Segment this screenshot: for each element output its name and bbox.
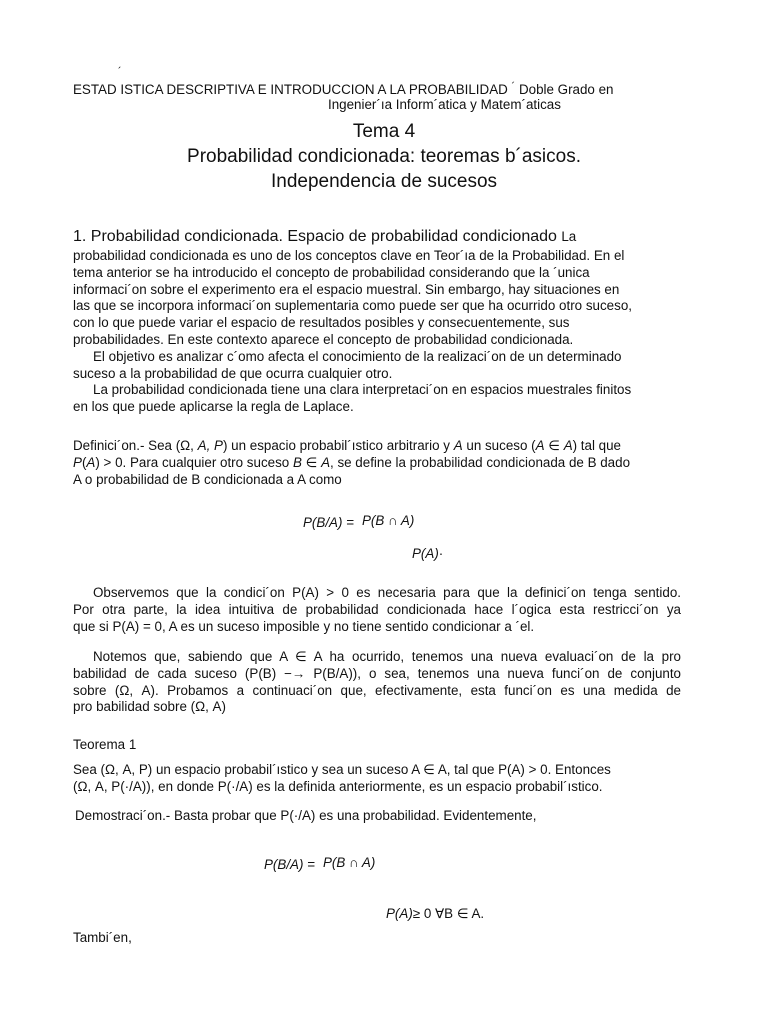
paragraph-line: El objetivo es analizar c´omo afecta el conocimiento de la realizaci´on de un determinado bbox=[93, 348, 622, 364]
definition-paragraph bbox=[73, 438, 681, 488]
definition-math: A bbox=[563, 438, 573, 453]
definition-math: A bbox=[86, 454, 96, 470]
paragraph-line: Notemos que, sabiendo que A ∈ A ha ocurrido, tenemos una nueva evaluaci´on de la pro bbox=[93, 649, 681, 664]
paragraph-line: probabilidad condicionada es uno de los conceptos clave en Teor´ıa de la Probabilidad. En el bbox=[73, 248, 625, 263]
section-paragraph-1 bbox=[73, 248, 681, 416]
definition-math: A, P bbox=[197, 438, 223, 453]
observation-paragraph bbox=[73, 585, 681, 635]
definition-line-1 bbox=[73, 438, 681, 455]
tema-subtitle-1: Probabilidad condicionada: teoremas b´asicos. bbox=[187, 146, 581, 167]
paragraph-line: las que se incorpora informaci´on suplementaria como puede ser que ha ocurrido otro suceso, bbox=[73, 298, 632, 314]
formula-1-denominator-text: P(A) bbox=[412, 546, 439, 561]
definition-line-3: A o probabilidad de B condicionada a A como bbox=[73, 471, 342, 487]
formula-2-numerator bbox=[323, 855, 375, 872]
formula-1-dot: · bbox=[438, 546, 444, 561]
header-accent: ´ bbox=[118, 66, 122, 78]
theorem-statement bbox=[73, 762, 681, 796]
header-course-accent: ´ bbox=[511, 81, 516, 93]
header-course-title: ESTAD ISTICA DESCRIPTIVA E INTRODUCCION A LA PROBABILIDAD bbox=[73, 82, 508, 97]
section-heading bbox=[73, 227, 576, 247]
paragraph-line: sobre (Ω, A). Probamos a continuaci´on que, efectivamente, esta funci´on es una medida de bbox=[73, 682, 681, 698]
paragraph-line: La probabilidad condicionada tiene una clara interpretaci´on en espacios muestrales finitos bbox=[93, 382, 632, 398]
definition-text: ) > 0. Para cualquier otro suceso bbox=[95, 454, 290, 470]
paragraph-line: suceso a la probabilidad de que ocurra cualquier otro. bbox=[73, 365, 393, 381]
formula-1-lhs-text: P(B/A) = bbox=[303, 515, 354, 530]
paragraph-line: Observemos que la condici´on P(A) > 0 es necesaria para que la definici´on tenga sentido. bbox=[93, 585, 681, 600]
section-heading-tail: La bbox=[561, 229, 577, 244]
definition-math: P bbox=[73, 454, 82, 470]
paragraph-line: que si P(A) = 0, A es un suceso imposible y no tiene sentido condicionar a ´el. bbox=[73, 618, 535, 634]
header-degree: Doble Grado en bbox=[518, 82, 614, 97]
formula-2-lhs-text: P(B/A) = bbox=[264, 857, 315, 872]
tema-subtitle-2: Independencia de sucesos bbox=[270, 171, 498, 192]
section-heading-text: 1. Probabilidad condicionada. Espacio de probabilidad condicionado bbox=[73, 228, 557, 245]
paragraph-line: informaci´on sobre el experimento era el espacio muestral. Sin embargo, hay situaciones en bbox=[73, 281, 620, 297]
formula-2-tail: ≥ 0 ∀B ∈ A. bbox=[412, 906, 485, 921]
formula-2-denominator bbox=[386, 906, 484, 923]
formula-2-lhs bbox=[264, 857, 315, 874]
definition-text: ( bbox=[81, 454, 87, 470]
definition-text: un suceso ( bbox=[466, 438, 536, 453]
theorem-label: Teorema 1 bbox=[73, 737, 137, 752]
proof-text: Demostraci´on.- Basta probar que P(·/A) es una probabilidad. Evidentemente, bbox=[75, 808, 537, 823]
formula-1-lhs bbox=[303, 515, 354, 532]
header-degree-line: Ingenier´ıa Inform´atica y Matem´aticas bbox=[328, 97, 561, 112]
notemos-paragraph bbox=[73, 649, 681, 716]
paragraph-line: pro babilidad sobre (Ω, A) bbox=[73, 699, 226, 715]
definition-text: , se define la probabilidad condicionada de B dado bbox=[330, 454, 631, 470]
paragraph-line: Sea (Ω, A, P) un espacio probabil´ıstico y sea un suceso A ∈ A, tal que P(A) > 0. Entonces bbox=[73, 762, 611, 777]
header-course-line bbox=[73, 79, 614, 99]
definition-math: A bbox=[453, 438, 463, 453]
paragraph-line: Por otra parte, la idea intuitiva de probabilidad condicionada hace l´ogica esta restricci´on ya bbox=[73, 601, 681, 617]
definition-text: ) un espacio probabil´ıstico arbitrario y bbox=[222, 438, 450, 453]
definition-text: Definici´on.- Sea (Ω, bbox=[73, 438, 194, 453]
definition-math: B bbox=[292, 454, 302, 470]
definition-line-2 bbox=[73, 455, 681, 472]
paragraph-line: con lo que puede variar el espacio de resultados posibles y consecuentemente, sus bbox=[73, 315, 570, 331]
paragraph-line: (Ω, A, P(·/A)), en donde P(·/A) es la definida anteriormente, es un espacio probabil´ıstico. bbox=[73, 778, 603, 794]
formula-1-numerator bbox=[362, 513, 414, 530]
footer-text: Tambi´en, bbox=[73, 930, 132, 945]
definition-math: A bbox=[535, 438, 545, 453]
paragraph-line: en los que puede aplicarse la regla de Laplace. bbox=[73, 399, 354, 415]
element-of-symbol: ∈ bbox=[548, 438, 560, 453]
paragraph-line: tema anterior se ha introducido el concepto de probabilidad considerando que la ´unica bbox=[73, 264, 590, 280]
formula-2-denominator-text: P(A) bbox=[386, 906, 413, 921]
formula-2-numerator-text: P(B ∩ A) bbox=[323, 855, 376, 870]
definition-text: ) tal que bbox=[572, 438, 622, 453]
formula-1-numerator-text: P(B ∩ A) bbox=[362, 513, 415, 528]
formula-1-denominator bbox=[412, 546, 443, 563]
definition-math: A bbox=[321, 454, 330, 470]
paragraph-line: babilidad de cada suceso (P(B) −→ P(B/A)), o sea, tenemos una nueva funci´on de conjunto bbox=[73, 665, 681, 681]
tema-title: Tema 4 bbox=[352, 121, 416, 142]
paragraph-line: probabilidades. En este contexto aparece el concepto de probabilidad condicionada. bbox=[73, 331, 574, 347]
element-of-symbol: ∈ bbox=[305, 454, 318, 470]
